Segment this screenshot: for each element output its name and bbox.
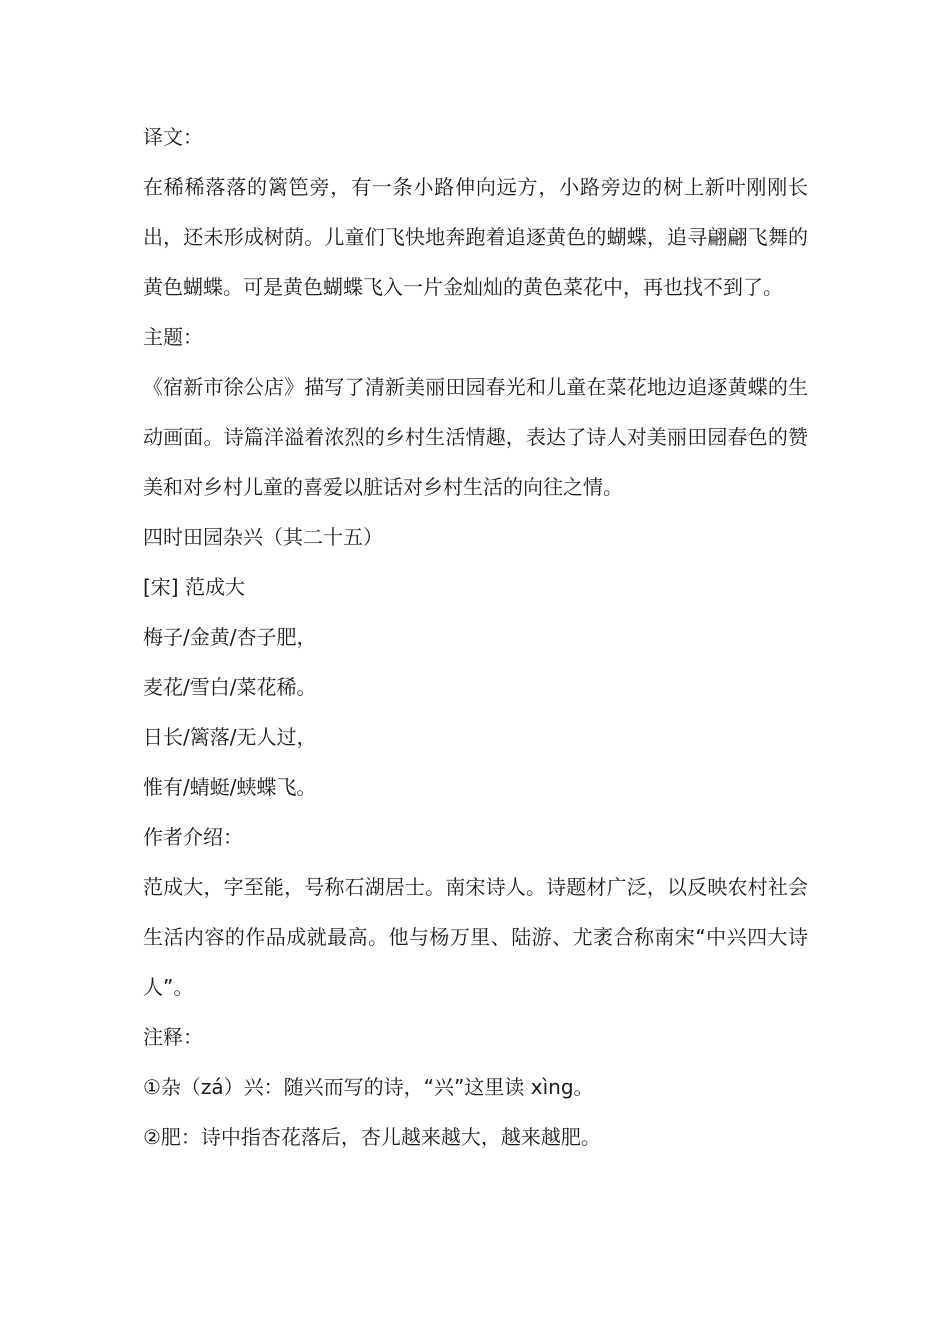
translation-text: 在稀稀落落的篱笆旁，有一条小路伸向远方，小路旁边的树上新叶刚刚长出，还未形成树荫。儿童们飞快地奔跑着追逐黄色的蝴蝶，追寻翩翩飞舞的黄色蝴蝶。可是黄色蝴蝶飞入一片金灿灿的黄色菜花中，再也找不到了。 xyxy=(143,175,808,299)
poem-author: [宋] 范成大 xyxy=(143,575,245,599)
notes-heading: 注释： xyxy=(143,1025,203,1049)
poem-line: 日长/篱落/无人过， xyxy=(143,725,317,749)
author-text: 范成大，字至能，号称石湖居士。南宋诗人。诗题材广泛，以反映农村社会生活内容的作品成就最高。他与杨万里、陆游、尤袤合称南宋“中兴四大诗人”。 xyxy=(143,875,808,999)
poem-line: 麦花/雪白/菜花稀。 xyxy=(143,675,317,699)
poem-line: 惟有/蜻蜓/蛱蝶飞。 xyxy=(143,775,317,799)
poem-title: 四时田园杂兴（其二十五） xyxy=(143,525,383,549)
theme-heading: 主题： xyxy=(143,325,203,349)
author-heading: 作者介绍： xyxy=(143,825,243,849)
note-item: ①杂（zá）兴：随兴而写的诗，“兴”这里读 xìng。 xyxy=(143,1075,594,1099)
note-item: ②肥：诗中指杏花落后，杏儿越来越大，越来越肥。 xyxy=(143,1125,601,1149)
document-page xyxy=(143,112,808,1162)
poem-line: 梅子/金黄/杏子肥， xyxy=(143,625,317,649)
translation-heading: 译文： xyxy=(143,125,203,149)
theme-text: 《宿新市徐公店》描写了清新美丽田园春光和儿童在菜花地边追逐黄蝶的生动画面。诗篇洋溢着浓烈的乡村生活情趣，表达了诗人对美丽田园春色的赞美和对乡村儿童的喜爱以脏话对乡村生活的向往之情。 xyxy=(143,375,808,499)
